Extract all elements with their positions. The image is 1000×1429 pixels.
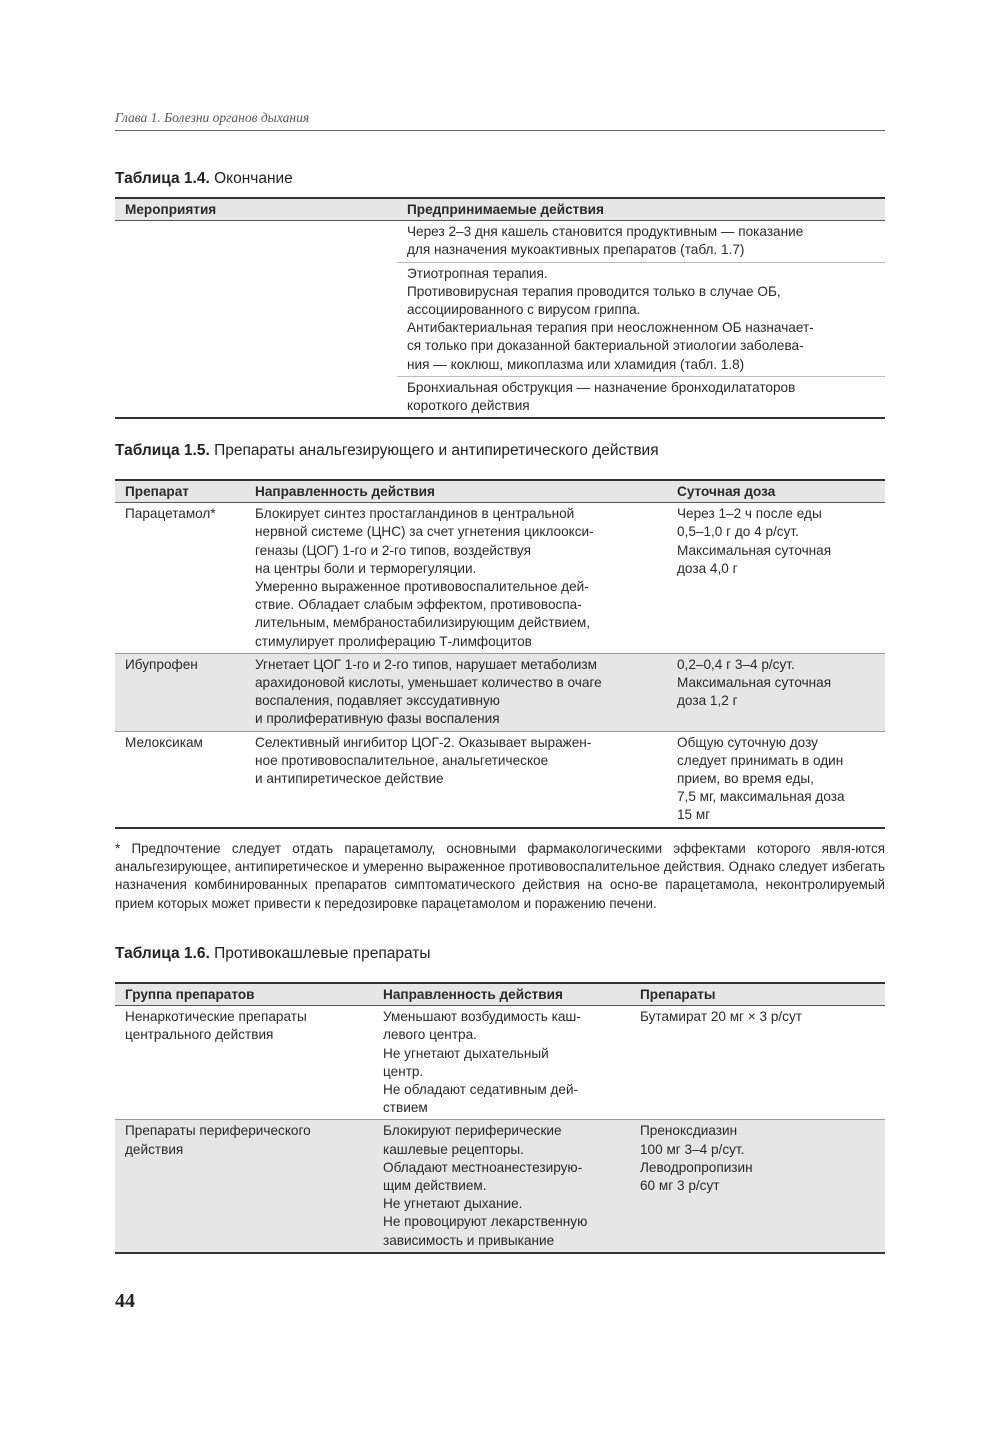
column-header: Препараты [630, 983, 885, 1006]
table-1-6 [115, 982, 885, 1254]
table-row [115, 262, 885, 376]
table-header-row [115, 198, 885, 221]
column-header: Суточная доза [667, 480, 885, 503]
table-cell: Этиотропная терапия. Противовирусная терапия проводится только в случае ОБ, ассоциированного с вирусом гриппа. Антибактериальная терапия при неосложненном ОБ назначает- ся только при доказанной бактериальной этиологии заболева- ния — коклюш, микоплазма или хламидия (табл. 1.8) [397, 262, 885, 376]
column-header: Направленность действия [245, 480, 667, 503]
table-cell: Бронхиальная обструкция — назначение бронходилататоров короткого действия [397, 376, 885, 418]
table-1-4 [115, 197, 885, 419]
table-1-5-caption: Таблица 1.5. Препараты анальгезирующего и антипиретического действия [115, 442, 659, 459]
column-header: Группа препаратов [115, 983, 373, 1006]
column-header: Направленность действия [373, 983, 630, 1006]
footnote: * Предпочтение следует отдать парацетамолу, основными фармакологическими эффектами которого явля-ются анальгезирующее, антипиретическое и умеренно выраженное противовоспалительное действия. Однако следует избегать назначения комбинированных препаратов симптоматического действия на осно-ве парацетамола, неконтролируемый прием которых может привести к передозировке парацетамолом и поражению печени. [115, 841, 885, 911]
table-header-row [115, 480, 885, 503]
table-row: Ненаркотические препараты центрального действия Уменьшают возбудимость каш- левого центра. Не угнетают дыхательный центр. Не обладают седативным дей- ствием Бутамират 20 мг × 3 р/сут [125, 1009, 803, 1116]
table-1-4-caption: Таблица 1.4. Окончание [115, 170, 293, 187]
column-header: Предпринимаемые действия [397, 198, 885, 221]
page-number: 44 [115, 1290, 135, 1312]
table-row: Парацетамол* Блокирует синтез простагландинов в центральной нервной системе (ЦНС) за счет угнетения циклоокси- геназы (ЦОГ) 1-го и 2-го типов, воздействуя на центры боли и терморегуляции. Умеренно выраженное противовоспалительное дей- ствие. Обладает слабым эффектом, противовоспа- лительным, мембраностабилизирующим действием, стимулирует пролиферацию Т-лимфоцитов Через 1–2 ч после еды 0,5–1,0 г до 4 р/сут. Максимальная суточная доза 4,0 г [125, 506, 832, 649]
table-row [115, 221, 885, 262]
table-cell: Через 2–3 дня кашель становится продуктивным — показание для назначения мукоактивных препаратов (табл. 1.7) [407, 224, 804, 258]
table-1-6-caption: Таблица 1.6. Противокашлевые препараты [115, 945, 431, 962]
table-header-row [115, 983, 885, 1006]
table-row [115, 376, 885, 418]
table-row: Ибупрофен Угнетает ЦОГ 1-го и 2-го типов, нарушает метаболизм арахидоновой кислоты, уменьшает количество в очаге воспаления, подавляет экссудативную и пролиферативную фазы воспаления 0,2–0,4 г 3–4 р/сут. Максимальная суточная доза 1,2 г [115, 653, 885, 731]
table-1-5 [115, 479, 885, 829]
table-row: Препараты периферического действия Блокируют периферические кашлевые рецепторы. Обладают местноанестезирую- щим действием. Не угнетают дыхание. Не провоцируют лекарственную зависимость и привыкание Преноксдиазин 100 мг 3–4 р/сут. Леводропропизин 60 мг 3 р/сут [115, 1120, 885, 1253]
column-header: Мероприятия [115, 198, 397, 221]
table-row: Мелоксикам Селективный ингибитор ЦОГ-2. Оказывает выражен- ное противовоспалительное, анальгетическое и антипиретическое действие Общую суточную дозу следует принимать в один прием, во время еды, 7,5 мг, максимальная доза 15 мг [115, 731, 885, 828]
column-header: Препарат [115, 480, 245, 503]
running-head: Глава 1. Болезни органов дыхания [115, 110, 885, 131]
